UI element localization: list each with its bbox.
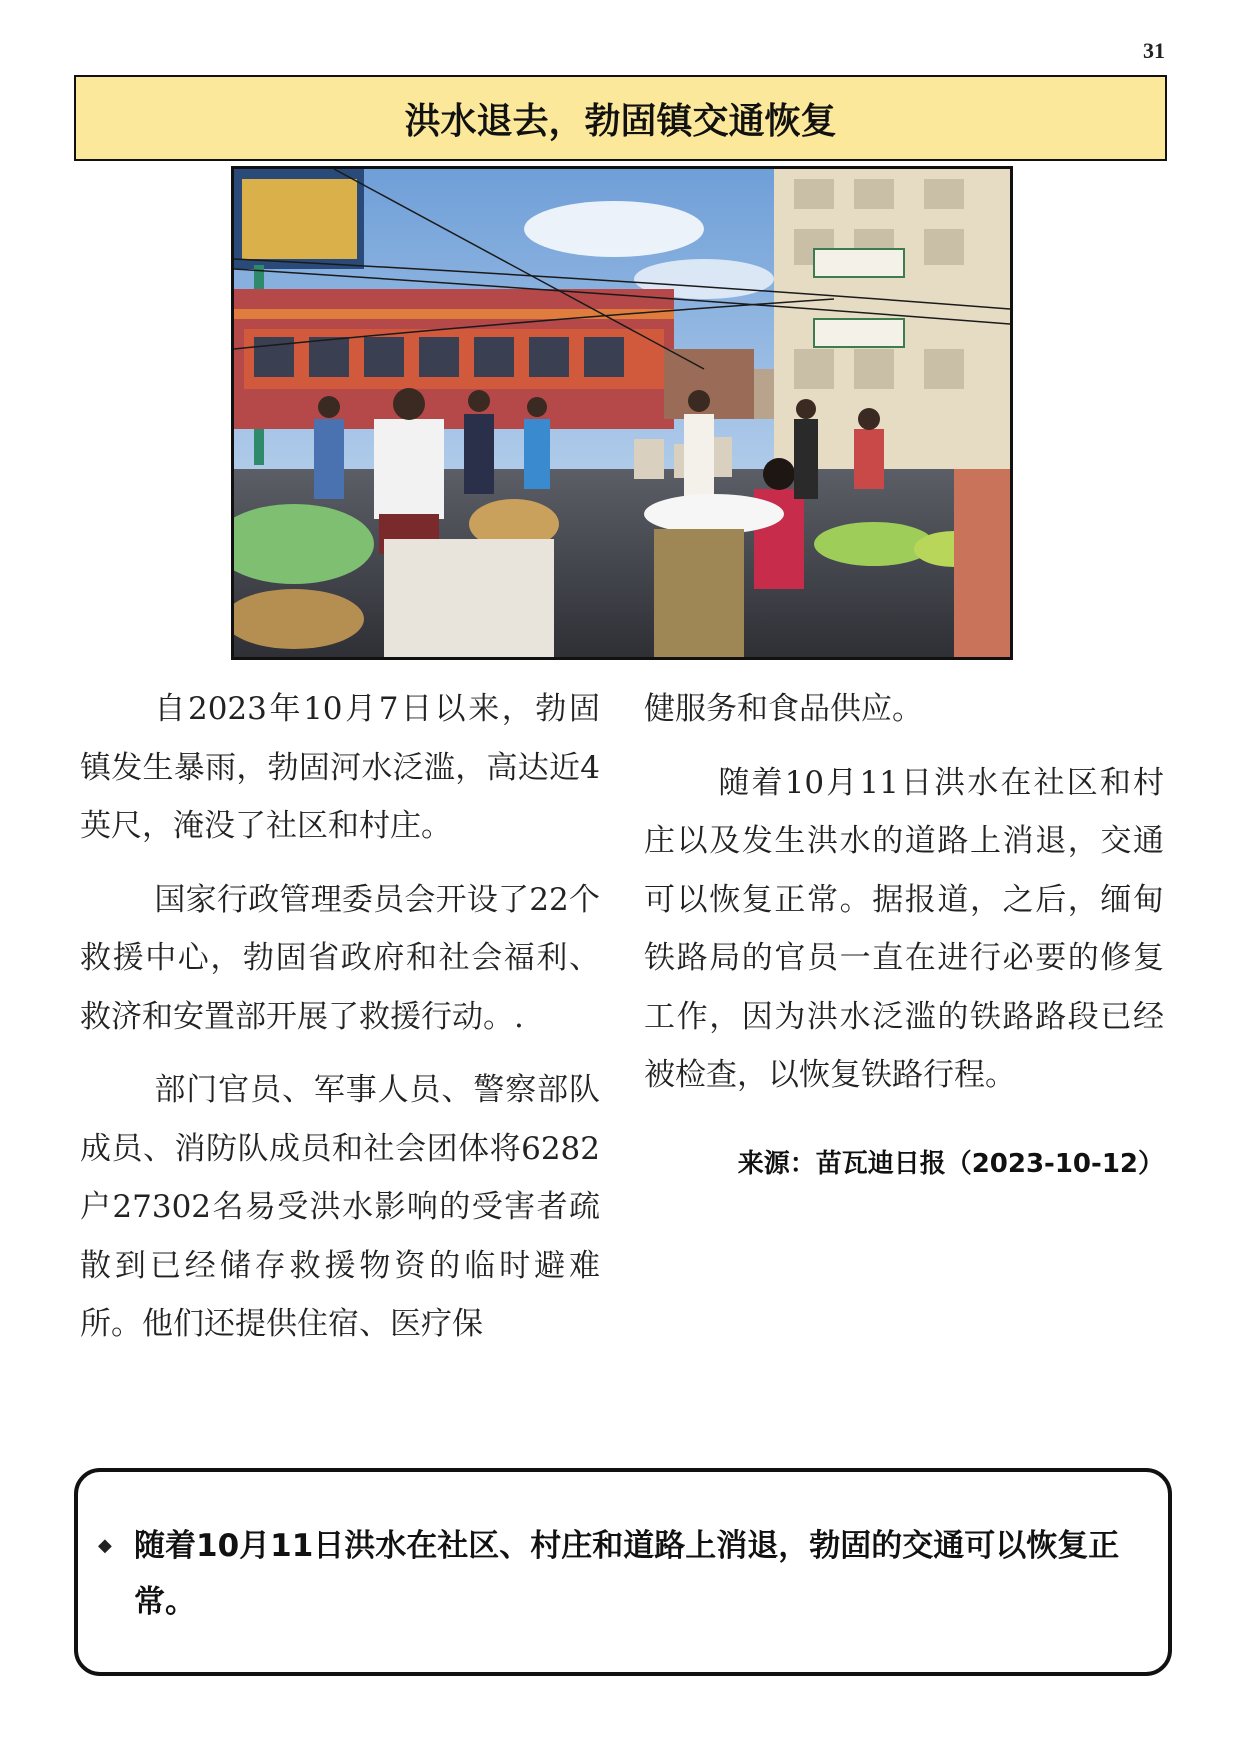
summary-text: 随着10月11日洪水在社区、村庄和道路上消退，勃固的交通可以恢复正常。 — [134, 1528, 1120, 1620]
article-paragraph: 健服务和食品供应。 — [644, 691, 923, 727]
article-paragraph: 自2023年10月7日以来，勃固镇发生暴雨，勃固河水泛滥，高达近4英尺，淹没了社区和村庄。 — [80, 691, 600, 844]
list-item — [98, 1518, 1142, 1630]
photo-illustration — [234, 169, 1010, 657]
page-number: 31 — [1143, 38, 1165, 63]
article-paragraph: 部门官员、军事人员、警察部队成员、消防队成员和社会团体将6282户27302名易受洪水影响的受害者疏散到已经储存救援物资的临时避难所。他们还提供住宿、医疗保 — [80, 1072, 600, 1342]
article-title: 洪水退去，勃固镇交通恢复 — [404, 100, 837, 142]
article-right-column — [644, 680, 1164, 1193]
article-left-column — [80, 680, 600, 1369]
article-paragraph: 随着10月11日洪水在社区和村庄以及发生洪水的道路上消退，交通可以恢复正常。据报道，之后，缅甸铁路局的官员一直在进行必要的修复工作，因为洪水泛滥的铁路路段已经被检查，以恢复铁路行程。 — [644, 764, 1164, 1093]
summary-box — [74, 1468, 1172, 1676]
street-market-photo — [231, 166, 1013, 660]
title-banner — [74, 75, 1167, 161]
article-source: 来源：苗瓦迪日报（2023-10-12） — [737, 1148, 1164, 1179]
diamond-bullet-icon: ◆ — [98, 1535, 112, 1556]
summary-list — [98, 1518, 1142, 1630]
article-paragraph: 国家行政管理委员会开设了22个救援中心，勃固省政府和社会福利、救济和安置部开展了救援行动。. — [80, 881, 600, 1035]
